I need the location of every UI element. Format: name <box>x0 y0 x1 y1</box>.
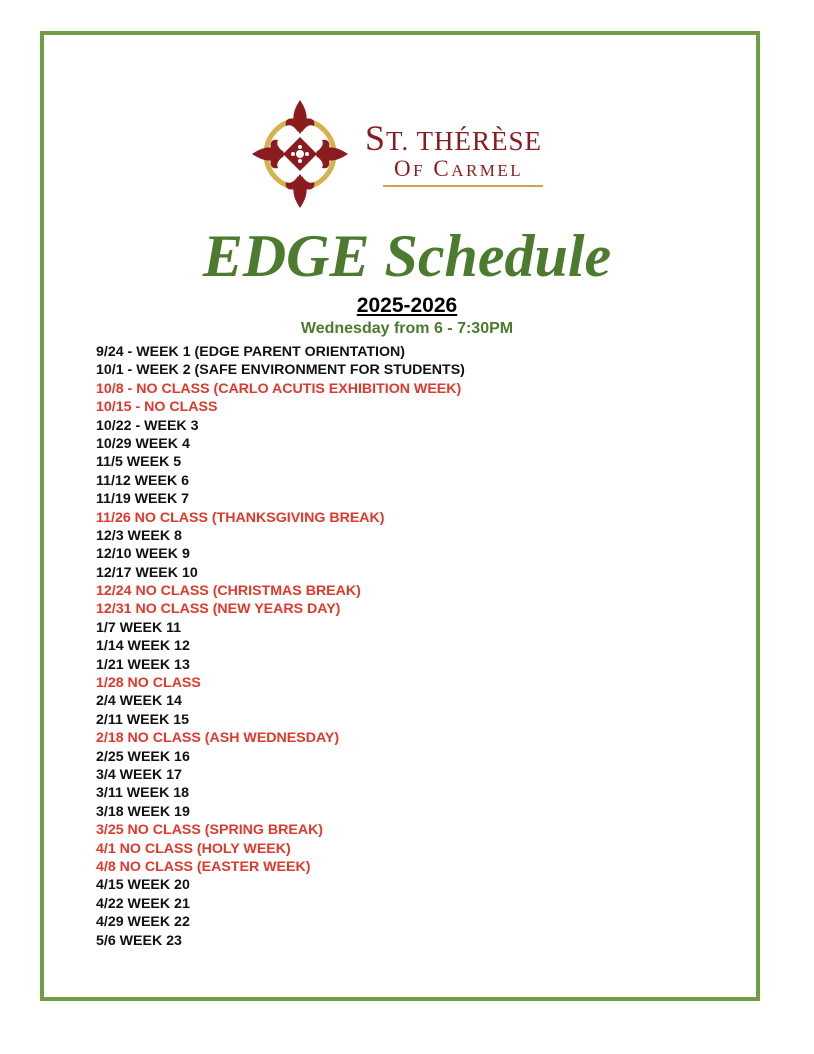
schedule-item-no-class: 11/26 NO CLASS (THANKSGIVING BREAK) <box>96 509 385 526</box>
schedule-item: 4/15 WEEK 20 <box>96 877 190 894</box>
logo-line2 <box>394 157 523 182</box>
schedule-item: 11/19 WEEK 7 <box>96 491 190 508</box>
schedule-item: 1/21 WEEK 13 <box>96 656 190 673</box>
schedule-item: 12/10 WEEK 9 <box>96 546 190 563</box>
schedule-item: 11/12 WEEK 6 <box>96 472 190 489</box>
schedule-item: 2/4 WEEK 14 <box>96 693 182 710</box>
schedule-item: 12/3 WEEK 8 <box>96 527 182 544</box>
schedule-item: 1/7 WEEK 11 <box>96 619 182 636</box>
logo-line1-rest: T. THÉRÈSE <box>386 126 543 156</box>
schedule-item: 5/6 WEEK 23 <box>96 932 182 949</box>
schedule-item: 4/29 WEEK 22 <box>96 914 190 931</box>
schedule-item: 3/11 WEEK 18 <box>96 785 190 802</box>
fleur-cross-emblem-icon <box>252 98 348 210</box>
schedule-item: 3/4 WEEK 17 <box>96 766 182 783</box>
schedule-item: 11/5 WEEK 5 <box>96 454 182 471</box>
logo-underline <box>383 185 543 187</box>
schedule-item-no-class: 4/8 NO CLASS (EASTER WEEK) <box>96 858 311 875</box>
schedule-item-no-class: 3/25 NO CLASS (SPRING BREAK) <box>96 822 324 839</box>
schedule-item: 2/11 WEEK 15 <box>96 711 190 728</box>
logo-initial-c: C <box>433 156 452 181</box>
schedule-item-no-class: 4/1 NO CLASS (HOLY WEEK) <box>96 840 291 857</box>
page-title: EDGE Schedule <box>202 223 612 289</box>
schedule-item-no-class: 12/31 NO CLASS (NEW YEARS DAY) <box>96 601 341 618</box>
schedule-item-no-class: 2/18 NO CLASS (ASH WEDNESDAY) <box>96 730 340 747</box>
parish-logo <box>252 98 572 210</box>
schedule-item-no-class: 10/15 - NO CLASS <box>96 399 218 416</box>
schedule-item: 10/1 - WEEK 2 (SAFE ENVIRONMENT FOR STUDENTS) <box>96 362 465 379</box>
schedule-item: 10/22 - WEEK 3 <box>96 417 199 434</box>
schedule-item: 3/18 WEEK 19 <box>96 803 190 820</box>
schedule-item-no-class: 12/24 NO CLASS (CHRISTMAS BREAK) <box>96 583 361 600</box>
logo-line1 <box>365 120 542 159</box>
schedule-item: 12/17 WEEK 10 <box>96 564 198 581</box>
logo-armel: ARMEL <box>451 161 524 180</box>
schedule-item-no-class: 10/8 - NO CLASS (CARLO ACUTIS EXHIBITION WEEK) <box>96 380 462 397</box>
schedule-item: 4/22 WEEK 21 <box>96 895 190 912</box>
school-year-text: 2025-2026 <box>356 294 458 317</box>
logo-initial-o: O <box>394 156 414 181</box>
meeting-time: Wednesday from 6 - 7:30PM <box>300 320 514 337</box>
schedule-item-no-class: 1/28 NO CLASS <box>96 675 201 692</box>
logo-initial-s: S <box>365 118 387 158</box>
schedule-item: 2/25 WEEK 16 <box>96 748 190 765</box>
school-year <box>0 293 814 319</box>
schedule-item: 10/29 WEEK 4 <box>96 435 190 452</box>
schedule-list <box>96 343 465 950</box>
logo-f: F <box>413 161 426 180</box>
schedule-item: 9/24 - WEEK 1 (EDGE PARENT ORIENTATION) <box>96 344 405 360</box>
schedule-item: 1/14 WEEK 12 <box>96 638 190 655</box>
